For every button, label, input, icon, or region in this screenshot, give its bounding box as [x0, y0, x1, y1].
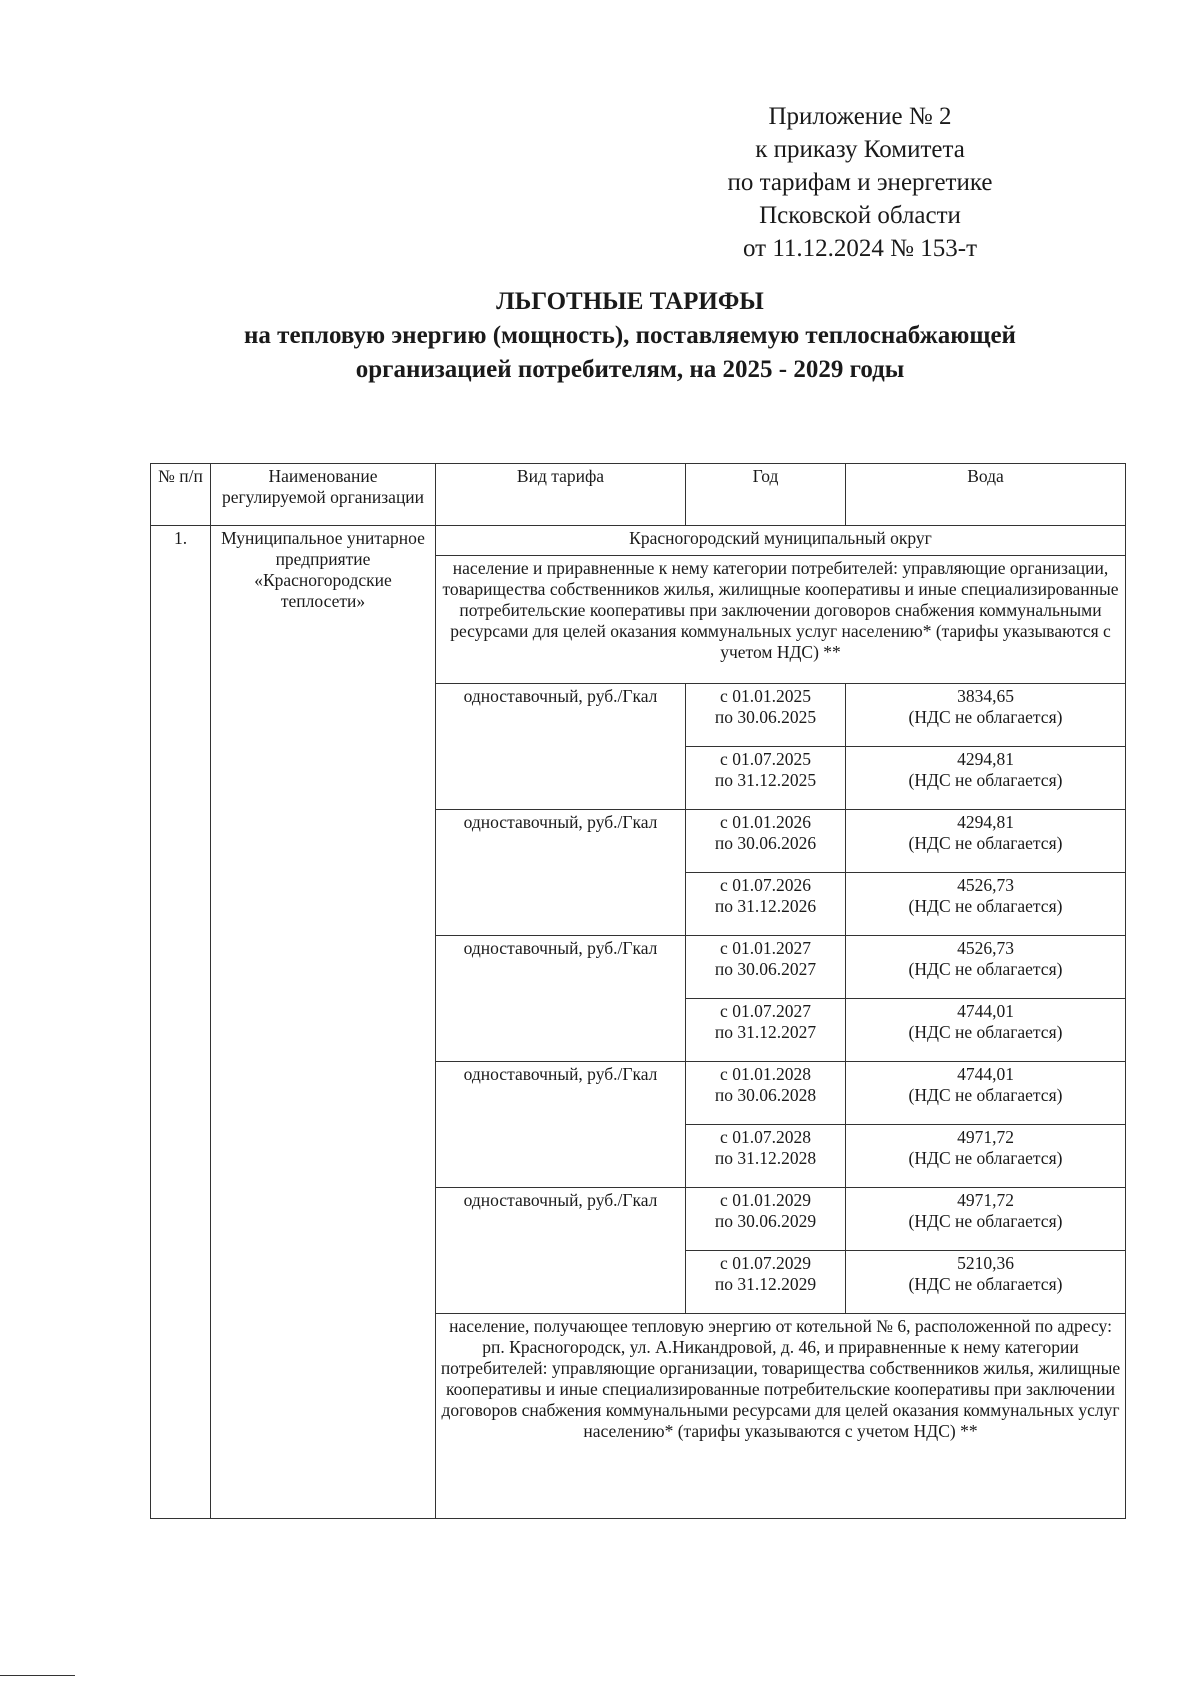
- tariff-value: 4744,01: [957, 1001, 1014, 1021]
- vat-note: (НДС не облагается): [908, 896, 1063, 916]
- period-cell: [686, 1062, 846, 1125]
- period-cell: [686, 747, 846, 810]
- appendix-line: от 11.12.2024 № 153-т: [742, 235, 978, 262]
- tariff-value: 4526,73: [957, 875, 1014, 895]
- tariff-value-cell: [846, 1188, 1126, 1251]
- date-to: по 30.06.2025: [714, 707, 817, 727]
- header-row: [151, 464, 1126, 526]
- header-num: № п/п: [151, 464, 211, 526]
- header-org: Наименование регулируемой организации: [211, 464, 436, 526]
- vat-note: (НДС не облагается): [908, 1148, 1063, 1168]
- date-from: с 01.01.2028: [720, 1064, 811, 1084]
- table-row: [151, 526, 1126, 556]
- date-to: по 30.06.2029: [714, 1211, 817, 1231]
- header-tariff-type: Вид тарифа: [436, 464, 686, 526]
- tariff-value-cell: [846, 1125, 1126, 1188]
- tariff-type: одноставочный, руб./Гкал: [436, 1062, 686, 1188]
- date-from: с 01.07.2029: [720, 1253, 811, 1273]
- appendix-block: [700, 100, 1020, 265]
- tariff-value: 3834,65: [957, 686, 1014, 706]
- vat-note: (НДС не облагается): [908, 959, 1063, 979]
- period-cell: [686, 1188, 846, 1251]
- date-from: с 01.07.2027: [720, 1001, 811, 1021]
- vat-note: (НДС не облагается): [908, 1085, 1063, 1105]
- period-cell: [686, 936, 846, 999]
- tariff-value: 4971,72: [957, 1190, 1014, 1210]
- date-from: с 01.07.2028: [720, 1127, 811, 1147]
- tariff-value-cell: [846, 999, 1126, 1062]
- appendix-line: к приказу Комитета: [755, 136, 965, 163]
- tariff-type: одноставочный, руб./Гкал: [436, 1188, 686, 1314]
- vat-note: (НДС не облагается): [908, 770, 1063, 790]
- tariff-value-cell: [846, 810, 1126, 873]
- appendix-line: Приложение № 2: [768, 103, 952, 130]
- tariff-value-cell: [846, 747, 1126, 810]
- period-cell: [686, 1251, 846, 1314]
- footer-rule: [0, 1675, 75, 1676]
- header-year: Год: [686, 464, 846, 526]
- tariff-type: одноставочный, руб./Гкал: [436, 936, 686, 1062]
- organization-name: Муниципальное унитарное предприятие «Красногородские теплосети»: [211, 526, 436, 1519]
- date-from: с 01.01.2027: [720, 938, 811, 958]
- tariff-value: 4294,81: [957, 749, 1014, 769]
- date-to: по 30.06.2026: [714, 833, 817, 853]
- date-to: по 31.12.2027: [714, 1022, 817, 1042]
- date-from: с 01.01.2025: [720, 686, 811, 706]
- vat-note: (НДС не облагается): [908, 833, 1063, 853]
- date-to: по 31.12.2025: [714, 770, 817, 790]
- vat-note: (НДС не облагается): [908, 1022, 1063, 1042]
- tariff-value-cell: [846, 873, 1126, 936]
- title-line: ЛЬГОТНЫЕ ТАРИФЫ: [496, 288, 764, 315]
- header-water: Вода: [846, 464, 1126, 526]
- tariff-value: 4294,81: [957, 812, 1014, 832]
- period-cell: [686, 873, 846, 936]
- vat-note: (НДС не облагается): [908, 707, 1063, 727]
- row-number: 1.: [151, 526, 211, 1519]
- period-cell: [686, 999, 846, 1062]
- date-from: с 01.01.2026: [720, 812, 811, 832]
- tariff-value-cell: [846, 1251, 1126, 1314]
- period-cell: [686, 1125, 846, 1188]
- date-from: с 01.07.2026: [720, 875, 811, 895]
- vat-note: (НДС не облагается): [908, 1211, 1063, 1231]
- tariff-type: одноставочный, руб./Гкал: [436, 810, 686, 936]
- consumer-category: население и приравненные к нему категории потребителей: управляющие организации, товарищества собственников жилья, жилищные кооперативы и иные специализированные потребительские кооперативы при заключении договоров снабжения коммунальными ресурсами для целей оказания коммунальных услуг населению* (тарифы указываются с учетом НДС) **: [436, 556, 1126, 684]
- consumer-category: население, получающее тепловую энергию от котельной № 6, расположенной по адресу: рп. Красногородск, ул. А.Никандровой, д. 46, и приравненные к нему категории потребителей: управляющие организации, товарищества собственников жилья, жилищные кооперативы и иные специализированные потребительские кооперативы при заключении договоров снабжения коммунальными ресурсами для целей оказания коммунальных услуг населению* (тарифы указываются с учетом НДС) **: [436, 1314, 1126, 1519]
- tariff-type: одноставочный, руб./Гкал: [436, 684, 686, 810]
- appendix-line: Псковской области: [759, 202, 961, 229]
- tariff-value: 4971,72: [957, 1127, 1014, 1147]
- tariff-table: [150, 463, 1126, 1519]
- document-title: [150, 285, 1110, 387]
- tariff-value-cell: [846, 1062, 1126, 1125]
- vat-note: (НДС не облагается): [908, 1274, 1063, 1294]
- title-line: на тепловую энергию (мощность), поставляемую теплоснабжающей: [244, 322, 1016, 349]
- date-to: по 31.12.2026: [714, 896, 817, 916]
- tariff-value: 4744,01: [957, 1064, 1014, 1084]
- period-cell: [686, 684, 846, 747]
- date-to: по 31.12.2029: [714, 1274, 817, 1294]
- tariff-value-cell: [846, 684, 1126, 747]
- tariff-value: 5210,36: [957, 1253, 1014, 1273]
- date-to: по 30.06.2027: [714, 959, 817, 979]
- title-line: организацией потребителям, на 2025 - 2029 годы: [355, 356, 905, 383]
- date-to: по 31.12.2028: [714, 1148, 817, 1168]
- appendix-line: по тарифам и энергетике: [727, 169, 993, 196]
- region-name: Красногородский муниципальный округ: [436, 526, 1126, 556]
- date-to: по 30.06.2028: [714, 1085, 817, 1105]
- date-from: с 01.07.2025: [720, 749, 811, 769]
- date-from: с 01.01.2029: [720, 1190, 811, 1210]
- tariff-value-cell: [846, 936, 1126, 999]
- period-cell: [686, 810, 846, 873]
- tariff-value: 4526,73: [957, 938, 1014, 958]
